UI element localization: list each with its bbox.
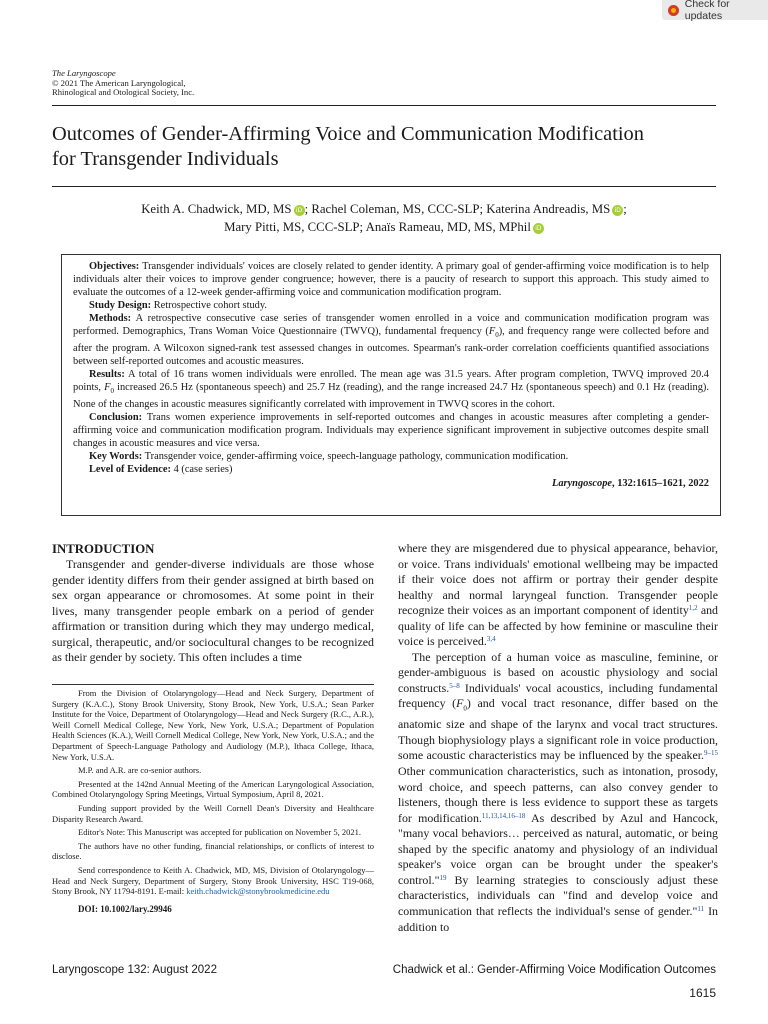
left-column [52, 541, 374, 666]
citation-link[interactable]: 3,4 [486, 635, 496, 644]
footnote-correspondence: Send correspondence to Keith A. Chadwick, MD, MS, Division of Otolaryngology—Head and Neck Surgery, Department of Surgery, Stony Brook University, HSC T19-068, Stony Brook, NY 11794-8191. E-mail: keith.chadwick@stonybrookmedicine.edu [52, 864, 374, 897]
intro-paragraph-1: Transgender and gender-diverse individuals are those whose gender identity differs from their gender assigned at birth based on sex organ appearance or chromosomes. At some point in their lives, many transgender people embark on a period of gender affirmation or transition during which they may undergo medical, surgical, therapeutic, and/or sociocultural changes to be recognized as their gender by society. This often includes a time [52, 557, 374, 665]
footnote-coi: The authors have no other funding, financial relationships, or conflicts of interest to disclose. [52, 840, 374, 862]
journal-copyright: © 2021 The American Laryngological, [52, 77, 186, 88]
journal-info [52, 69, 194, 98]
abstract-box [61, 254, 721, 516]
title-line-1: Outcomes of Gender-Affirming Voice and Communication Modification [52, 123, 644, 145]
citation-link[interactable]: 19 [439, 873, 447, 882]
crossmark-icon [668, 5, 679, 16]
authors-3: Mary Pitti, MS, CCC-SLP; Anaïs Rameau, MD, MS, MPhil [224, 220, 531, 234]
footer-journal: Laryngoscope 132: August 2022 [52, 964, 217, 976]
orcid-icon[interactable]: iD [294, 205, 305, 216]
citation-link[interactable]: 11,13,14,16–18 [481, 811, 526, 820]
section-heading: INTRODUCTION [52, 542, 155, 556]
check-for-updates-button[interactable] [662, 0, 768, 20]
citation-link[interactable]: 1,2 [688, 604, 698, 613]
author-list [52, 200, 716, 236]
footnote-funding: Funding support provided by the Weill Cornell Dean's Diversity and Healthcare Disparity Research Award. [52, 802, 374, 824]
article-title [52, 122, 732, 172]
citation-link[interactable]: 9–15 [704, 749, 718, 758]
top-rule [52, 105, 716, 106]
authors-2: ; Rachel Coleman, MS, CCC-SLP; Katerina Andreadis, MS [304, 202, 611, 216]
right-paragraph-2: The perception of a human voice as masculine, feminine, or gender-ambiguous is based on acoustic physiology and social constructs.$^{5-8}$ Individuals' vocal acoustics, including fundamental frequency $(F_0)$ and vocal tract resonance, differ based on the anatomic size and shape of the larynx and vocal tract structures. Though biophysiology plays a significant role in voice production, some acoustic characteristics may be influenced by the speaker.$^{9-15}$ Other communication characteristics, such as intonation, prosody, word choice, and speech patterns, can also convey gender to listeners, though there is less evidence to support these as targets for modification.$^{11,13,14,16-18}$ As described by Azul and Hancock, "many vocal behaviors… perceived as natural, automatic, or being shaped by the specific anatomy and physiology of an individual speaker's voice organ can be brought under the speaker's control."$^{19}$ By learning strategies to consciously adjust these characteristics, individuals can "find and develop voice and communication that reflects the individual's sense of gender."$^{11}$ In addition to [398, 649, 719, 934]
doi: DOI: 10.1002/lary.29946 [78, 903, 172, 914]
abstract-design: Study Design: Retrospective cohort study. [89, 300, 267, 311]
footer-running-title: Chadwick et al.: Gender-Affirming Voice Modification Outcomes [392, 964, 716, 976]
check-for-updates-label: Check for updates [684, 0, 730, 22]
abstract-results: Results: A total of 16 trans women individuals were enrolled. The mean age was 31.5 years. After program completion, TWVQ improved 20.4 points, $F_0$ increased 26.5 Hz (spontaneous speech) and 25.7 Hz (reading), and the range increased 24.7 Hz (spontaneous speech) and 0.1 Hz (reading). None of the changes in acoustic measures significantly correlated with improvement in TWVQ scores in the cohort. [73, 369, 709, 411]
title-line-2: for Transgender Individuals [52, 148, 279, 170]
abstract-keywords: Key Words: Transgender voice, gender-affirming voice, speech-language pathology, communication modification. [89, 451, 569, 463]
author-separator: ; [623, 202, 627, 216]
page-number: 1615 [689, 986, 716, 1000]
email-link[interactable]: keith.chadwick@stonybrookmedicine.edu [186, 886, 330, 897]
abstract-methods: Methods: A retrospective consecutive case series of transgender women enrolled in a voice and communication modification program was performed. Demographics, Trans Woman Voice Questionnaire (TWVQ), fundamental frequency $(F_0)$, and frequency range were collected before and after the program. A Wilcoxon signed-rank test assessed changes in outcomes. Spearman's rank-order correlation coefficients quantified associations between self-reported outcomes and acoustic measures. [73, 313, 709, 368]
orcid-icon[interactable]: iD [612, 205, 623, 216]
author-1: Keith A. Chadwick, MD, MS [141, 202, 292, 216]
footnote-editor: Editor's Note: This Manuscript was accepted for publication on November 5, 2021. [78, 827, 361, 838]
title-rule [52, 186, 716, 187]
orcid-icon[interactable]: iD [533, 223, 544, 234]
right-paragraph-1: where they are misgendered due to physical appearance, behavior, or voice. Trans individuals' emotional wellbeing may be impacted if their voice does not affirm or portray their gender despite healthy and normal laryngeal function. Transgender people recognize their voices as an important component of identity$^{1,2}$ and quality of life can be affected by how feminine or masculine their voice is perceived.$^{3,4}$ [398, 541, 718, 649]
footnote-presented: Presented at the 142nd Annual Meeting of the American Laryngological Association, Combined Otolaryngology Spring Meetings, Virtual Symposium, April 8, 2021. [52, 778, 374, 800]
citation-link[interactable]: 5–8 [449, 681, 460, 690]
right-column [398, 541, 718, 935]
footnote-rule [52, 684, 374, 685]
journal-name: The Laryngoscope [52, 68, 116, 78]
abstract-conclusion: Conclusion: Trans women experience improvements in self-reported outcomes and changes in acoustic measures after completing a gender-affirming voice and communication modification program. Individuals may experience significant improvement in subjective outcomes despite small changes in acoustic measures and vice versa. [73, 412, 709, 450]
citation-link[interactable]: 11 [697, 904, 705, 913]
abstract-objectives: Objectives: Transgender individuals' voices are closely related to gender identity. A primary goal of gender-affirming voice modification is to help individuals alter their voices to improve gender congruence; however, there is a paucity of research to support this approach. This study aimed to evaluate the outcomes of a 12-week gender-affirming voice and communication modification program. [73, 261, 709, 298]
footnotes [52, 688, 374, 914]
abstract-level: Level of Evidence: 4 (case series) [89, 464, 233, 476]
journal-society: Rhinological and Otological Society, Inc. [52, 87, 195, 98]
footnote-affiliations: From the Division of Otolaryngology—Head and Neck Surgery, Department of Surgery (K.A.C.), Stony Brook University, Stony Brook, New York, U.S.A.; Sean Parker Institute for the Voice, Department of Otolaryngology—Head and Neck Surgery (R.C., A.R.), Weill Cornell Medical College, New York, New York, U.S.A.; Department of Population Health Sciences (K.A.), Weill Cornell Medical College, New York, New York, U.S.A.; and the Department of Speech-Language Pathology and Audiology (M.P.), Ithaca College, Ithaca, New York, U.S.A. [52, 688, 374, 762]
footnote-cosenior: M.P. and A.R. are co-senior authors. [78, 765, 202, 776]
citation: Laryngoscope, 132:1615–1621, 2022 [551, 478, 709, 490]
